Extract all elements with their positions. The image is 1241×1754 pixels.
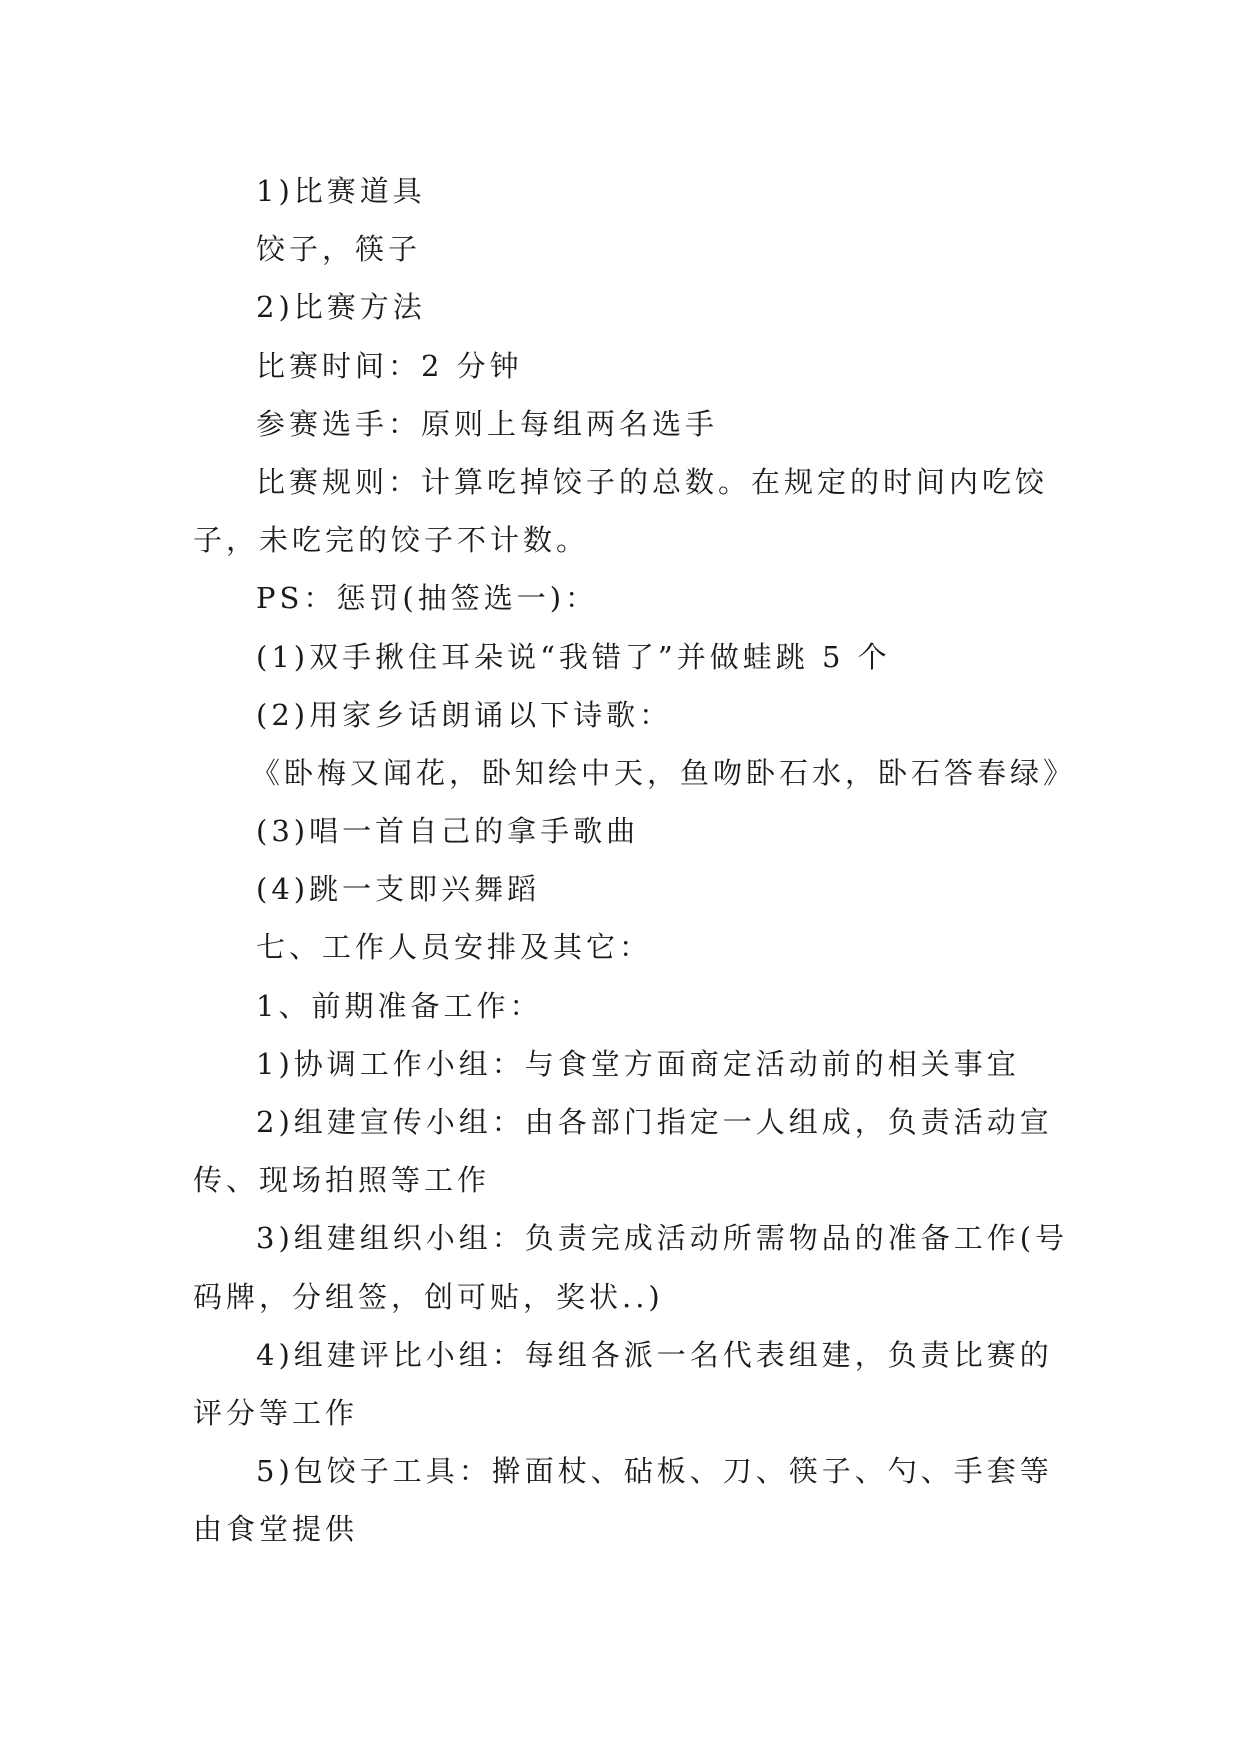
paragraph-line: 4)组建评比小组：每组各派一名代表组建，负责比赛的 [256, 1337, 1053, 1372]
paragraph-line: 码牌，分组签，创可贴，奖状..) [193, 1279, 664, 1314]
paragraph-line: 比赛规则：计算吃掉饺子的总数。在规定的时间内吃饺 [256, 464, 1049, 499]
list-item: 参赛选手：原则上每组两名选手 [256, 406, 719, 441]
document-body [193, 162, 1077, 1559]
list-item: PS：惩罚(抽签选一)： [256, 581, 599, 616]
list-item: 2)比赛方法 [256, 290, 426, 325]
list-item: (3)唱一首自己的拿手歌曲 [256, 814, 640, 849]
paragraph-line: 由食堂提供 [193, 1512, 359, 1547]
section-heading: 七、工作人员安排及其它： [256, 930, 653, 965]
list-item: (4)跳一支即兴舞蹈 [256, 872, 541, 907]
paragraph-line: 3)组建组织小组：负责完成活动所需物品的准备工作(号 [256, 1221, 1069, 1256]
list-item: 比赛时间：2 分钟 [256, 348, 523, 383]
list-item: 1)比赛道具 [256, 174, 426, 208]
paragraph-line: 子，未吃完的饺子不计数。 [193, 523, 590, 558]
paragraph-line: 5)包饺子工具：擀面杖、砧板、刀、筷子、勺、手套等 [256, 1454, 1053, 1489]
paragraph-line: 传、现场拍照等工作 [193, 1163, 491, 1198]
subsection-heading: 1、前期准备工作： [256, 988, 543, 1023]
list-item: (2)用家乡话朗诵以下诗歌： [256, 697, 673, 732]
poem-line: 《卧梅又闻花，卧知绘中天，鱼吻卧石水，卧石答春绿》 [251, 755, 1077, 790]
paragraph-line: 2)组建宣传小组：由各部门指定一人组成，负责活动宣 [256, 1105, 1053, 1139]
list-item: 1)协调工作小组：与食堂方面商定活动前的相关事宜 [256, 1046, 1020, 1081]
paragraph-line: 评分等工作 [193, 1395, 359, 1430]
list-item: (1)双手揪住耳朵说“我错了”并做蛙跳 5 个 [256, 639, 891, 674]
list-item: 饺子，筷子 [256, 232, 422, 267]
